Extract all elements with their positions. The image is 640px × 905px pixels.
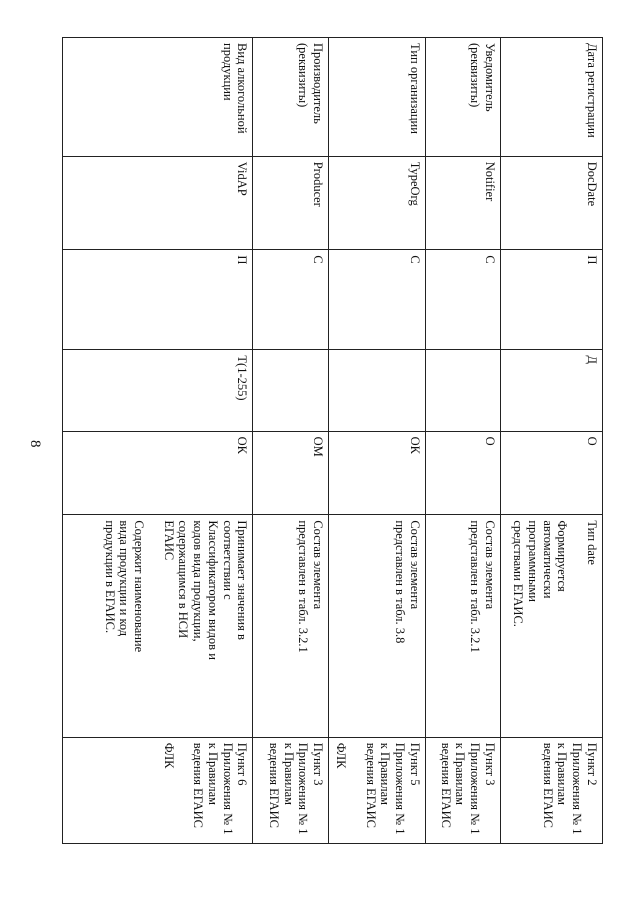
element-description: Состав элемента представлен в табл. 3.2.1: [425, 515, 500, 737]
table-row: [253, 38, 329, 844]
element-code: DocDate: [500, 156, 602, 250]
element-type: С: [329, 250, 426, 350]
element-name: Производитель (реквизиты): [253, 38, 329, 157]
element-type: П: [63, 250, 253, 350]
element-format: Д: [500, 350, 602, 431]
element-reference: Пункт 3 Приложения № 1 к Правилам ведения ЕГАИС: [425, 737, 500, 843]
element-name: Вид алкогольной продукции: [63, 38, 253, 157]
element-format: [425, 350, 500, 431]
element-type: С: [253, 250, 329, 350]
element-code: VidAP: [63, 156, 253, 250]
element-required: О: [425, 431, 500, 515]
element-reference: Пункт 3 Приложения № 1 к Правилам ведения ЕГАИС: [253, 737, 329, 843]
table-row: [329, 38, 426, 844]
element-format: [329, 350, 426, 431]
element-code: Notifier: [425, 156, 500, 250]
element-required: ОК: [63, 431, 253, 515]
element-description: Тип date Формируется автоматически программными средствами ЕГАИС.: [500, 515, 602, 737]
element-reference: Пункт 6 Приложения № 1 к Правилам ведения ЕГАИС ФЛК: [63, 737, 253, 843]
element-name: Уведомитель (реквизиты): [425, 38, 500, 157]
table-row: [63, 38, 253, 844]
page-number: 8: [27, 440, 43, 448]
element-description: Принимает значения в соответствии с Классификатором видов и кодов вида продукции, содержащимся в НСИ ЕГАИС Содержит наименование вида продукции и код продукции в ЕГАИС.: [63, 515, 253, 737]
element-name: Дата регистрации: [500, 38, 602, 157]
element-type: С: [425, 250, 500, 350]
element-format: T(1-255): [63, 350, 253, 431]
element-required: О: [500, 431, 602, 515]
table-row: [425, 38, 500, 844]
element-required: ОК: [329, 431, 426, 515]
element-type: П: [500, 250, 602, 350]
element-description: Состав элемента представлен в табл. 3.2.1: [253, 515, 329, 737]
rotated-table-wrapper: [62, 37, 603, 844]
element-code: Producer: [253, 156, 329, 250]
table-row: [500, 38, 602, 844]
element-format: [253, 350, 329, 431]
element-description: Состав элемента представлен в табл. 3.8: [329, 515, 426, 737]
element-name: Тип организации: [329, 38, 426, 157]
element-code: TypeOrg: [329, 156, 426, 250]
element-reference: Пункт 2 Приложения № 1 к Правилам ведения ЕГАИС: [500, 737, 602, 843]
element-reference: Пункт 5 Приложения № 1 к Правилам ведения ЕГАИС ФЛК: [329, 737, 426, 843]
element-required: ОМ: [253, 431, 329, 515]
requisites-table: [62, 37, 603, 844]
